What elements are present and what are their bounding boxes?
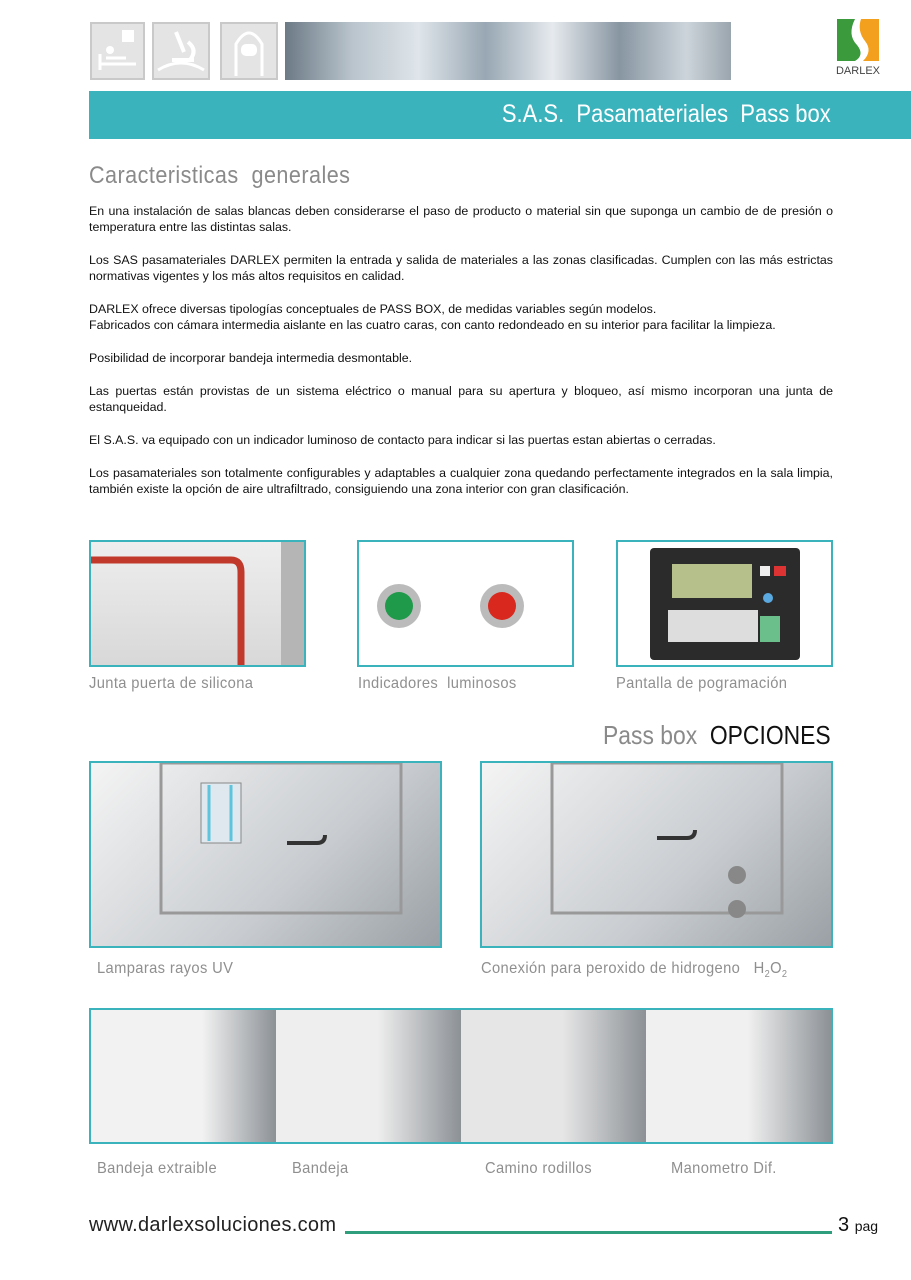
- caption: Pantalla de pogramación: [616, 675, 788, 692]
- removable-tray-image: [91, 1010, 276, 1142]
- paragraph: En una instalación de salas blancas deben considerarse el paso de producto o material sin que suponga un cambio de de presión o temperatura entre las distintas salas.: [89, 204, 833, 234]
- svg-text:DARLEX: DARLEX: [835, 65, 881, 77]
- options-heading-bold: OPCIONES: [710, 720, 831, 750]
- website-link[interactable]: www.darlexsoluciones.com: [89, 1214, 337, 1236]
- caption: Camino rodillos: [485, 1160, 592, 1177]
- tray-image: [276, 1010, 461, 1142]
- paragraph: Los SAS pasamateriales DARLEX permiten la entrada y salida de materiales a las zonas clasificadas. Cumplen con las más estrictas normativas vigentes y los más altos requisitos en calidad.: [89, 253, 833, 283]
- peroxide-connection-image: [480, 761, 833, 948]
- paragraph: El S.A.S. va equipado con un indicador luminoso de contacto para indicar si las puertas estan abiertas o cerradas.: [89, 433, 716, 447]
- caption-text: Conexión para peroxido de hidrogeno: [481, 960, 741, 977]
- caption: Bandeja extraible: [97, 1160, 218, 1177]
- cleanroom-suit-icon: [220, 22, 278, 80]
- options-heading-light: Pass box: [603, 720, 698, 750]
- h2o2-formula: $H_2O_2$: [753, 960, 788, 981]
- paragraph: Los pasamateriales son totalmente configurables y adaptables a cualquier zona quedando perfectamente integrados en la sala limpia, también existe la opción de aire ultrafiltrado, consiguiendo una zona interior con gran clasificación.: [89, 466, 833, 496]
- paragraph: Posibilidad de incorporar bandeja intermedia desmontable.: [89, 351, 413, 365]
- silicone-gasket-image: [89, 540, 306, 667]
- control-panel-image: [616, 540, 833, 667]
- paragraph: Las puertas están provistas de un sistema eléctrico o manual para su apertura y bloqueo, así mismo incorporan una junta de estanqueidad.: [89, 384, 833, 414]
- page-title: S.A.S. Pasamateriales Pass box: [502, 100, 831, 128]
- microscope-icon: [152, 22, 210, 80]
- paragraph: Fabricados con cámara intermedia aislante en las cuatro caras, con canto redondeado en su interior para facilitar la limpieza.: [89, 318, 776, 332]
- accessories-strip: [89, 1008, 833, 1144]
- footer-divider: [345, 1231, 832, 1234]
- differential-manometer-image: [646, 1010, 831, 1142]
- caption: Manometro Dif.: [671, 1160, 777, 1177]
- roller-track-image: [461, 1010, 646, 1142]
- indicator-lights-image: [357, 540, 574, 667]
- hospital-bed-icon: [90, 22, 145, 80]
- page-number: 3 pag: [838, 1214, 879, 1236]
- cleanroom-photo: [285, 22, 731, 80]
- caption: Bandeja: [292, 1160, 349, 1177]
- options-heading: [603, 720, 831, 751]
- section-heading: Caracteristicas generales: [89, 162, 351, 189]
- paragraph: DARLEX ofrece diversas tipologías conceptuales de PASS BOX, de medidas variables según modelos.: [89, 302, 657, 316]
- caption: [481, 960, 787, 980]
- uv-lamps-image: [89, 761, 442, 948]
- caption: Junta puerta de silicona: [89, 675, 254, 692]
- caption: Lamparas rayos UV: [97, 960, 234, 977]
- caption: Indicadores luminosos: [358, 675, 517, 692]
- description: [89, 203, 833, 514]
- darlex-logo: [833, 15, 883, 77]
